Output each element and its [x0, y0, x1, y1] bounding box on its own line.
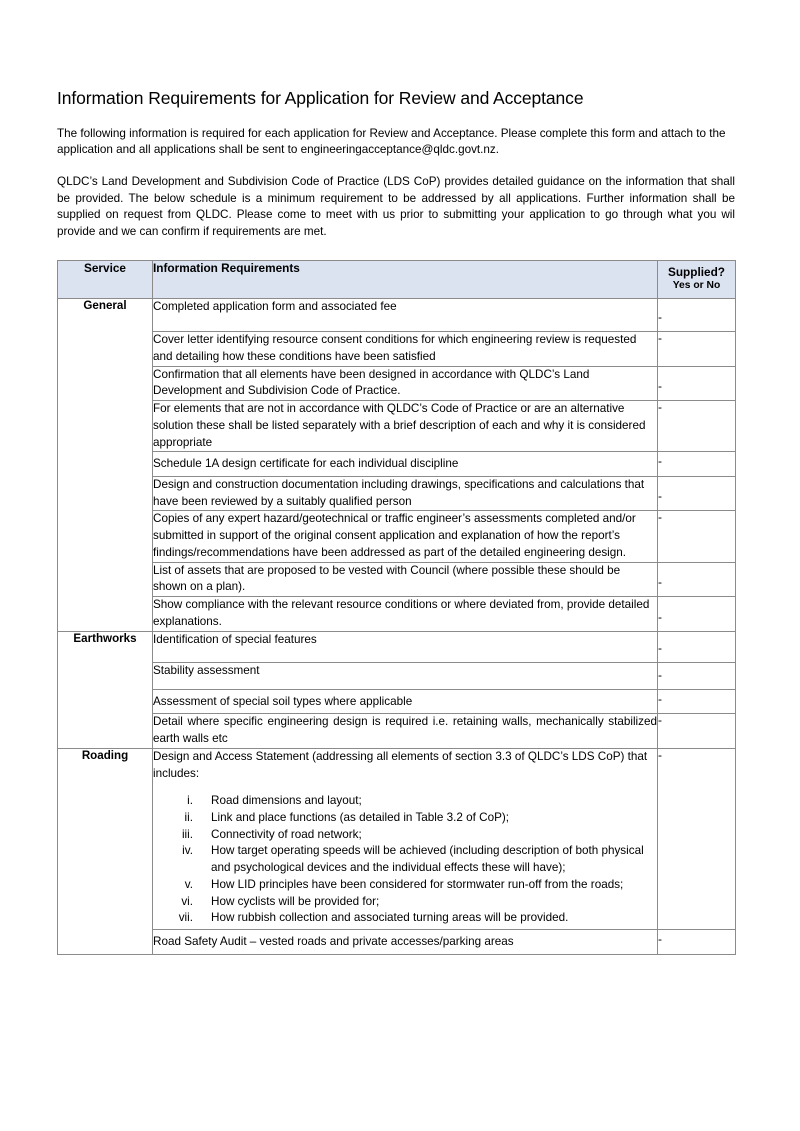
table-row — [58, 332, 736, 366]
list-item-number: i. — [187, 794, 193, 808]
supplied-cell[interactable]: - — [658, 511, 736, 562]
requirement-cell: List of assets that are proposed to be vested with Council (where possible these should be shown on a plan). — [153, 562, 658, 596]
table-row — [58, 689, 736, 714]
supplied-cell[interactable]: - — [658, 366, 736, 400]
table-header — [58, 260, 736, 299]
list-item-number: iii. — [181, 827, 193, 841]
requirement-cell: Assessment of special soil types where applicable — [153, 689, 658, 714]
supplied-cell[interactable]: - — [658, 689, 736, 714]
requirement-cell: Stability assessment — [153, 662, 658, 689]
list-item-number: iv. — [182, 844, 193, 858]
requirement-cell: Cover letter identifying resource consent conditions for which engineering review is requested and detailing how these conditions have been satisfied — [153, 332, 658, 366]
information-requirements-table — [57, 260, 736, 955]
requirement-cell: Copies of any expert hazard/geotechnical or traffic engineer’s assessments completed and/or submitted in support of the original consent application and explanation of how the report’s findings/recommendations have been addressed as part of the detailed engineering design. — [153, 511, 658, 562]
list-item — [153, 877, 657, 894]
table-row — [58, 930, 736, 955]
table-row — [58, 597, 736, 631]
supplied-cell[interactable]: - — [658, 477, 736, 511]
list-item-label: Link and place functions (as detailed in Table 3.2 of CoP); — [211, 811, 510, 825]
list-item-number: vi. — [181, 894, 193, 908]
table-row — [58, 366, 736, 400]
supplied-cell[interactable]: - — [658, 332, 736, 366]
list-item-label: Road dimensions and layout; — [211, 794, 362, 808]
supplied-cell[interactable]: - — [658, 930, 736, 955]
supplied-cell[interactable]: - — [658, 452, 736, 477]
column-header-supplied-line1: Supplied? — [667, 264, 725, 279]
list-item-label: How LID principles have been considered for stormwater run-off from the roads; — [211, 877, 624, 891]
list-item-label: How rubbish collection and associated turning areas will be provided. — [211, 911, 569, 925]
supplied-cell[interactable]: - — [658, 748, 736, 929]
list-item-label: How cyclists will be provided for; — [211, 894, 380, 908]
list-item — [153, 843, 657, 876]
intro-paragraph-1: The following information is required for each application for Review and Acceptance. Please complete this form and attach to the application and all applications shall be sent to engineeringacceptance@qldc.govt.nz. — [57, 126, 726, 157]
requirement-cell: Schedule 1A design certificate for each individual discipline — [153, 452, 658, 477]
requirement-cell: For elements that are not in accordance with QLDC’s Code of Practice or are an alternative solution these shall be listed separately with a brief description of each and why it is considered appropriate — [153, 401, 658, 452]
supplied-cell[interactable]: - — [658, 662, 736, 689]
list-item — [153, 827, 657, 844]
list-item — [153, 793, 657, 810]
table-row — [58, 511, 736, 562]
table-row — [58, 452, 736, 477]
requirement-cell: Confirmation that all elements have been designed in accordance with QLDC’s Land Development and Subdivision Code of Practice. — [153, 366, 658, 400]
page-title: Information Requirements for Application for Review and Acceptance — [57, 88, 584, 108]
column-header-service: Service — [58, 260, 153, 299]
list-item-label: Connectivity of road network; — [211, 827, 362, 841]
requirement-cell: Design and construction documentation including drawings, specifications and calculations that have been reviewed by a suitably qualified person — [153, 477, 658, 511]
requirement-intro-text: Design and Access Statement (addressing all elements of section 3.3 of QLDC’s LDS CoP) that includes: — [153, 749, 648, 780]
supplied-cell[interactable]: - — [658, 631, 736, 662]
list-item — [153, 810, 657, 827]
service-cell-general: General — [58, 299, 153, 631]
supplied-cell[interactable]: - — [658, 562, 736, 596]
table-row — [58, 401, 736, 452]
table-row — [58, 662, 736, 689]
supplied-cell[interactable]: - — [658, 299, 736, 332]
column-header-information-requirements: Information Requirements — [153, 260, 658, 299]
list-item-number: ii. — [184, 811, 193, 825]
requirement-cell — [153, 748, 658, 929]
list-item — [153, 894, 657, 911]
requirement-cell: Show compliance with the relevant resource conditions or where deviated from, provide detailed explanations. — [153, 597, 658, 631]
table-row — [58, 748, 736, 929]
list-item-number: vii. — [178, 911, 193, 925]
document-content — [57, 88, 735, 955]
list-item-number: v. — [184, 877, 193, 891]
column-header-supplied — [658, 260, 736, 299]
table-row — [58, 562, 736, 596]
supplied-cell[interactable]: - — [658, 401, 736, 452]
requirement-cell: Completed application form and associated fee — [153, 299, 658, 332]
list-item — [153, 910, 657, 927]
service-cell-roading: Roading — [58, 748, 153, 954]
requirement-cell: Detail where specific engineering design is required i.e. retaining walls, mechanically stabilized earth walls etc — [153, 714, 658, 748]
column-header-supplied-line2: Yes or No — [672, 280, 721, 292]
supplied-cell[interactable]: - — [658, 597, 736, 631]
service-cell-earthworks: Earthworks — [58, 631, 153, 748]
table-body — [58, 299, 736, 955]
table-row — [58, 631, 736, 662]
roman-numeral-list — [153, 793, 657, 927]
list-item-label: How target operating speeds will be achieved (including description of both physical and psychological devices and the individual effects these will have); — [211, 844, 644, 875]
table-row — [58, 477, 736, 511]
table-header-row — [58, 260, 736, 299]
table-row — [58, 299, 736, 332]
intro-paragraph-2: QLDC’s Land Development and Subdivision Code of Practice (LDS CoP) provides detailed guidance on the information that shall be provided. The below schedule is a minimum requirement to be addressed by all applications. Further information shall be supplied on request from QLDC. Please come to meet with us prior to submitting your application to go through what you wil provide and we can confirm if requirements are met. — [57, 175, 735, 238]
requirement-cell: Identification of special features — [153, 631, 658, 662]
supplied-cell[interactable]: - — [658, 714, 736, 748]
requirement-cell: Road Safety Audit – vested roads and private accesses/parking areas — [153, 930, 658, 955]
table-row — [58, 714, 736, 748]
